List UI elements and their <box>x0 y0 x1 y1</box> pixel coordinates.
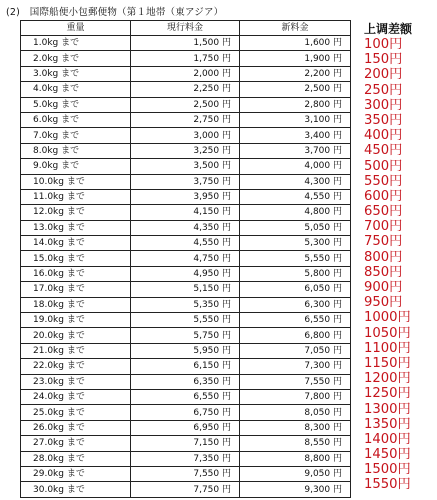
new-rate-cell: 3,700 円 <box>240 143 351 158</box>
weight-cell: 2.0kg まで <box>21 51 131 66</box>
increase-amount: 250円 <box>364 82 403 98</box>
new-rate-cell: 3,100 円 <box>240 112 351 127</box>
increase-amount: 350円 <box>364 112 403 128</box>
current-rate-cell: 1,750 円 <box>131 51 240 66</box>
new-rate-cell: 4,550 円 <box>240 189 351 204</box>
new-rate-cell: 5,800 円 <box>240 266 351 281</box>
weight-cell: 30.0kg まで <box>21 482 131 497</box>
weight-cell: 29.0kg まで <box>21 466 131 481</box>
table-row <box>21 389 351 404</box>
weight-cell: 27.0kg まで <box>21 436 131 451</box>
current-rate-cell: 6,350 円 <box>131 374 240 389</box>
new-rate-cell: 5,550 円 <box>240 251 351 266</box>
table-row <box>21 174 351 189</box>
new-rate-cell: 4,800 円 <box>240 205 351 220</box>
table-row <box>21 159 351 174</box>
header-current-rate: 現行料金 <box>131 21 240 36</box>
table-row <box>21 205 351 220</box>
weight-cell: 5.0kg まで <box>21 97 131 112</box>
table-row <box>21 251 351 266</box>
current-rate-cell: 6,750 円 <box>131 405 240 420</box>
new-rate-cell: 8,550 円 <box>240 436 351 451</box>
weight-cell: 12.0kg まで <box>21 205 131 220</box>
weight-cell: 10.0kg まで <box>21 174 131 189</box>
current-rate-cell: 4,350 円 <box>131 220 240 235</box>
increase-amount: 100円 <box>364 37 403 52</box>
table-row <box>21 51 351 66</box>
weight-cell: 1.0kg まで <box>21 36 131 51</box>
table-row <box>21 82 351 97</box>
current-rate-cell: 5,150 円 <box>131 282 240 297</box>
new-rate-cell: 6,550 円 <box>240 313 351 328</box>
current-rate-cell: 2,750 円 <box>131 112 240 127</box>
increase-amount: 1250円 <box>364 386 411 402</box>
table-row <box>21 420 351 435</box>
table-row <box>21 266 351 281</box>
header-weight: 重量 <box>21 21 131 36</box>
new-rate-cell: 7,800 円 <box>240 389 351 404</box>
increase-amount: 900円 <box>364 280 403 295</box>
increase-amount: 1400円 <box>364 431 411 447</box>
current-rate-cell: 6,950 円 <box>131 420 240 435</box>
table-caption: (2) 国際船便小包郵便物（第１地帯（東アジア） <box>6 7 224 18</box>
current-rate-cell: 5,950 円 <box>131 343 240 358</box>
new-rate-cell: 6,800 円 <box>240 328 351 343</box>
new-rate-cell: 4,300 円 <box>240 174 351 189</box>
increase-amount: 450円 <box>364 143 403 159</box>
weight-cell: 4.0kg まで <box>21 82 131 97</box>
current-rate-cell: 3,250 円 <box>131 143 240 158</box>
increase-amount: 850円 <box>364 264 403 280</box>
increase-title: 上调差额 <box>364 22 413 36</box>
new-rate-cell: 8,800 円 <box>240 451 351 466</box>
current-rate-cell: 2,000 円 <box>131 66 240 81</box>
increase-amount: 700円 <box>364 219 403 235</box>
current-rate-cell: 6,550 円 <box>131 389 240 404</box>
current-rate-cell: 3,750 円 <box>131 174 240 189</box>
increase-amount: 400円 <box>364 128 403 144</box>
current-rate-cell: 4,950 円 <box>131 266 240 281</box>
weight-cell: 26.0kg まで <box>21 420 131 435</box>
weight-cell: 20.0kg まで <box>21 328 131 343</box>
increase-amount: 150円 <box>364 52 403 68</box>
table-row <box>21 328 351 343</box>
weight-cell: 17.0kg まで <box>21 282 131 297</box>
current-rate-cell: 6,150 円 <box>131 359 240 374</box>
table-row <box>21 451 351 466</box>
table-row <box>21 36 351 51</box>
weight-cell: 14.0kg まで <box>21 236 131 251</box>
new-rate-cell: 1,900 円 <box>240 51 351 66</box>
increase-amount: 950円 <box>364 295 403 311</box>
current-rate-cell: 7,550 円 <box>131 466 240 481</box>
increase-amount: 200円 <box>364 67 403 83</box>
weight-cell: 15.0kg まで <box>21 251 131 266</box>
increase-amount: 1350円 <box>364 416 411 432</box>
table-row <box>21 143 351 158</box>
current-rate-cell: 5,350 円 <box>131 297 240 312</box>
weight-cell: 19.0kg まで <box>21 313 131 328</box>
increase-amount: 1300円 <box>364 401 411 417</box>
new-rate-cell: 8,050 円 <box>240 405 351 420</box>
weight-cell: 24.0kg まで <box>21 389 131 404</box>
current-rate-cell: 2,500 円 <box>131 97 240 112</box>
current-rate-cell: 7,750 円 <box>131 482 240 497</box>
weight-cell: 22.0kg まで <box>21 359 131 374</box>
increase-amount: 750円 <box>364 234 403 250</box>
new-rate-cell: 9,300 円 <box>240 482 351 497</box>
current-rate-cell: 2,250 円 <box>131 82 240 97</box>
table-row <box>21 236 351 251</box>
increase-amount: 1500円 <box>364 462 411 478</box>
current-rate-cell: 7,150 円 <box>131 436 240 451</box>
new-rate-cell: 5,300 円 <box>240 236 351 251</box>
new-rate-cell: 6,050 円 <box>240 282 351 297</box>
table-row <box>21 66 351 81</box>
weight-cell: 11.0kg まで <box>21 189 131 204</box>
table-row <box>21 112 351 127</box>
new-rate-cell: 5,050 円 <box>240 220 351 235</box>
increase-amount: 1200円 <box>364 371 411 387</box>
table-row <box>21 282 351 297</box>
increase-amount: 1450円 <box>364 447 411 463</box>
new-rate-cell: 2,500 円 <box>240 82 351 97</box>
current-rate-cell: 4,750 円 <box>131 251 240 266</box>
increase-amount: 1050円 <box>364 325 411 341</box>
table-row <box>21 405 351 420</box>
weight-cell: 7.0kg まで <box>21 128 131 143</box>
increase-amount: 650円 <box>364 204 403 220</box>
increase-amount: 500円 <box>364 158 403 174</box>
table-row <box>21 189 351 204</box>
table-row <box>21 97 351 112</box>
table-row <box>21 343 351 358</box>
new-rate-cell: 9,050 円 <box>240 466 351 481</box>
rate-table-body <box>21 36 351 498</box>
weight-cell: 18.0kg まで <box>21 297 131 312</box>
current-rate-cell: 4,550 円 <box>131 236 240 251</box>
increase-list <box>364 37 434 493</box>
new-rate-cell: 1,600 円 <box>240 36 351 51</box>
table-header-row <box>21 21 351 36</box>
current-rate-cell: 1,500 円 <box>131 36 240 51</box>
new-rate-cell: 7,300 円 <box>240 359 351 374</box>
table-row <box>21 359 351 374</box>
table-row <box>21 128 351 143</box>
weight-cell: 9.0kg まで <box>21 159 131 174</box>
new-rate-cell: 2,200 円 <box>240 66 351 81</box>
current-rate-cell: 5,750 円 <box>131 328 240 343</box>
current-rate-cell: 3,500 円 <box>131 159 240 174</box>
header-new-rate: 新料金 <box>240 21 351 36</box>
table-row <box>21 436 351 451</box>
table-row <box>21 482 351 497</box>
weight-cell: 3.0kg まで <box>21 66 131 81</box>
new-rate-cell: 4,000 円 <box>240 159 351 174</box>
increase-amount: 1000円 <box>364 310 411 326</box>
current-rate-cell: 4,150 円 <box>131 205 240 220</box>
increase-amount: 1100円 <box>364 340 411 356</box>
new-rate-cell: 8,300 円 <box>240 420 351 435</box>
increase-amount: 800円 <box>364 249 403 265</box>
table-row <box>21 374 351 389</box>
current-rate-cell: 7,350 円 <box>131 451 240 466</box>
new-rate-cell: 7,050 円 <box>240 343 351 358</box>
table-row <box>21 220 351 235</box>
increase-amount: 550円 <box>364 173 403 189</box>
new-rate-cell: 2,800 円 <box>240 97 351 112</box>
new-rate-cell: 6,300 円 <box>240 297 351 312</box>
new-rate-cell: 7,550 円 <box>240 374 351 389</box>
increase-amount: 300円 <box>364 97 403 113</box>
table-row <box>21 313 351 328</box>
table-row <box>21 297 351 312</box>
new-rate-cell: 3,400 円 <box>240 128 351 143</box>
weight-cell: 21.0kg まで <box>21 343 131 358</box>
increase-amount: 1150円 <box>364 355 411 371</box>
weight-cell: 13.0kg まで <box>21 220 131 235</box>
current-rate-cell: 3,950 円 <box>131 189 240 204</box>
increase-amount: 1550円 <box>364 477 411 493</box>
weight-cell: 6.0kg まで <box>21 112 131 127</box>
current-rate-cell: 3,000 円 <box>131 128 240 143</box>
weight-cell: 25.0kg まで <box>21 405 131 420</box>
table-row <box>21 466 351 481</box>
weight-cell: 23.0kg まで <box>21 374 131 389</box>
rate-table <box>20 20 351 498</box>
weight-cell: 28.0kg まで <box>21 451 131 466</box>
weight-cell: 16.0kg まで <box>21 266 131 281</box>
increase-amount: 600円 <box>364 188 403 204</box>
weight-cell: 8.0kg まで <box>21 143 131 158</box>
current-rate-cell: 5,550 円 <box>131 313 240 328</box>
